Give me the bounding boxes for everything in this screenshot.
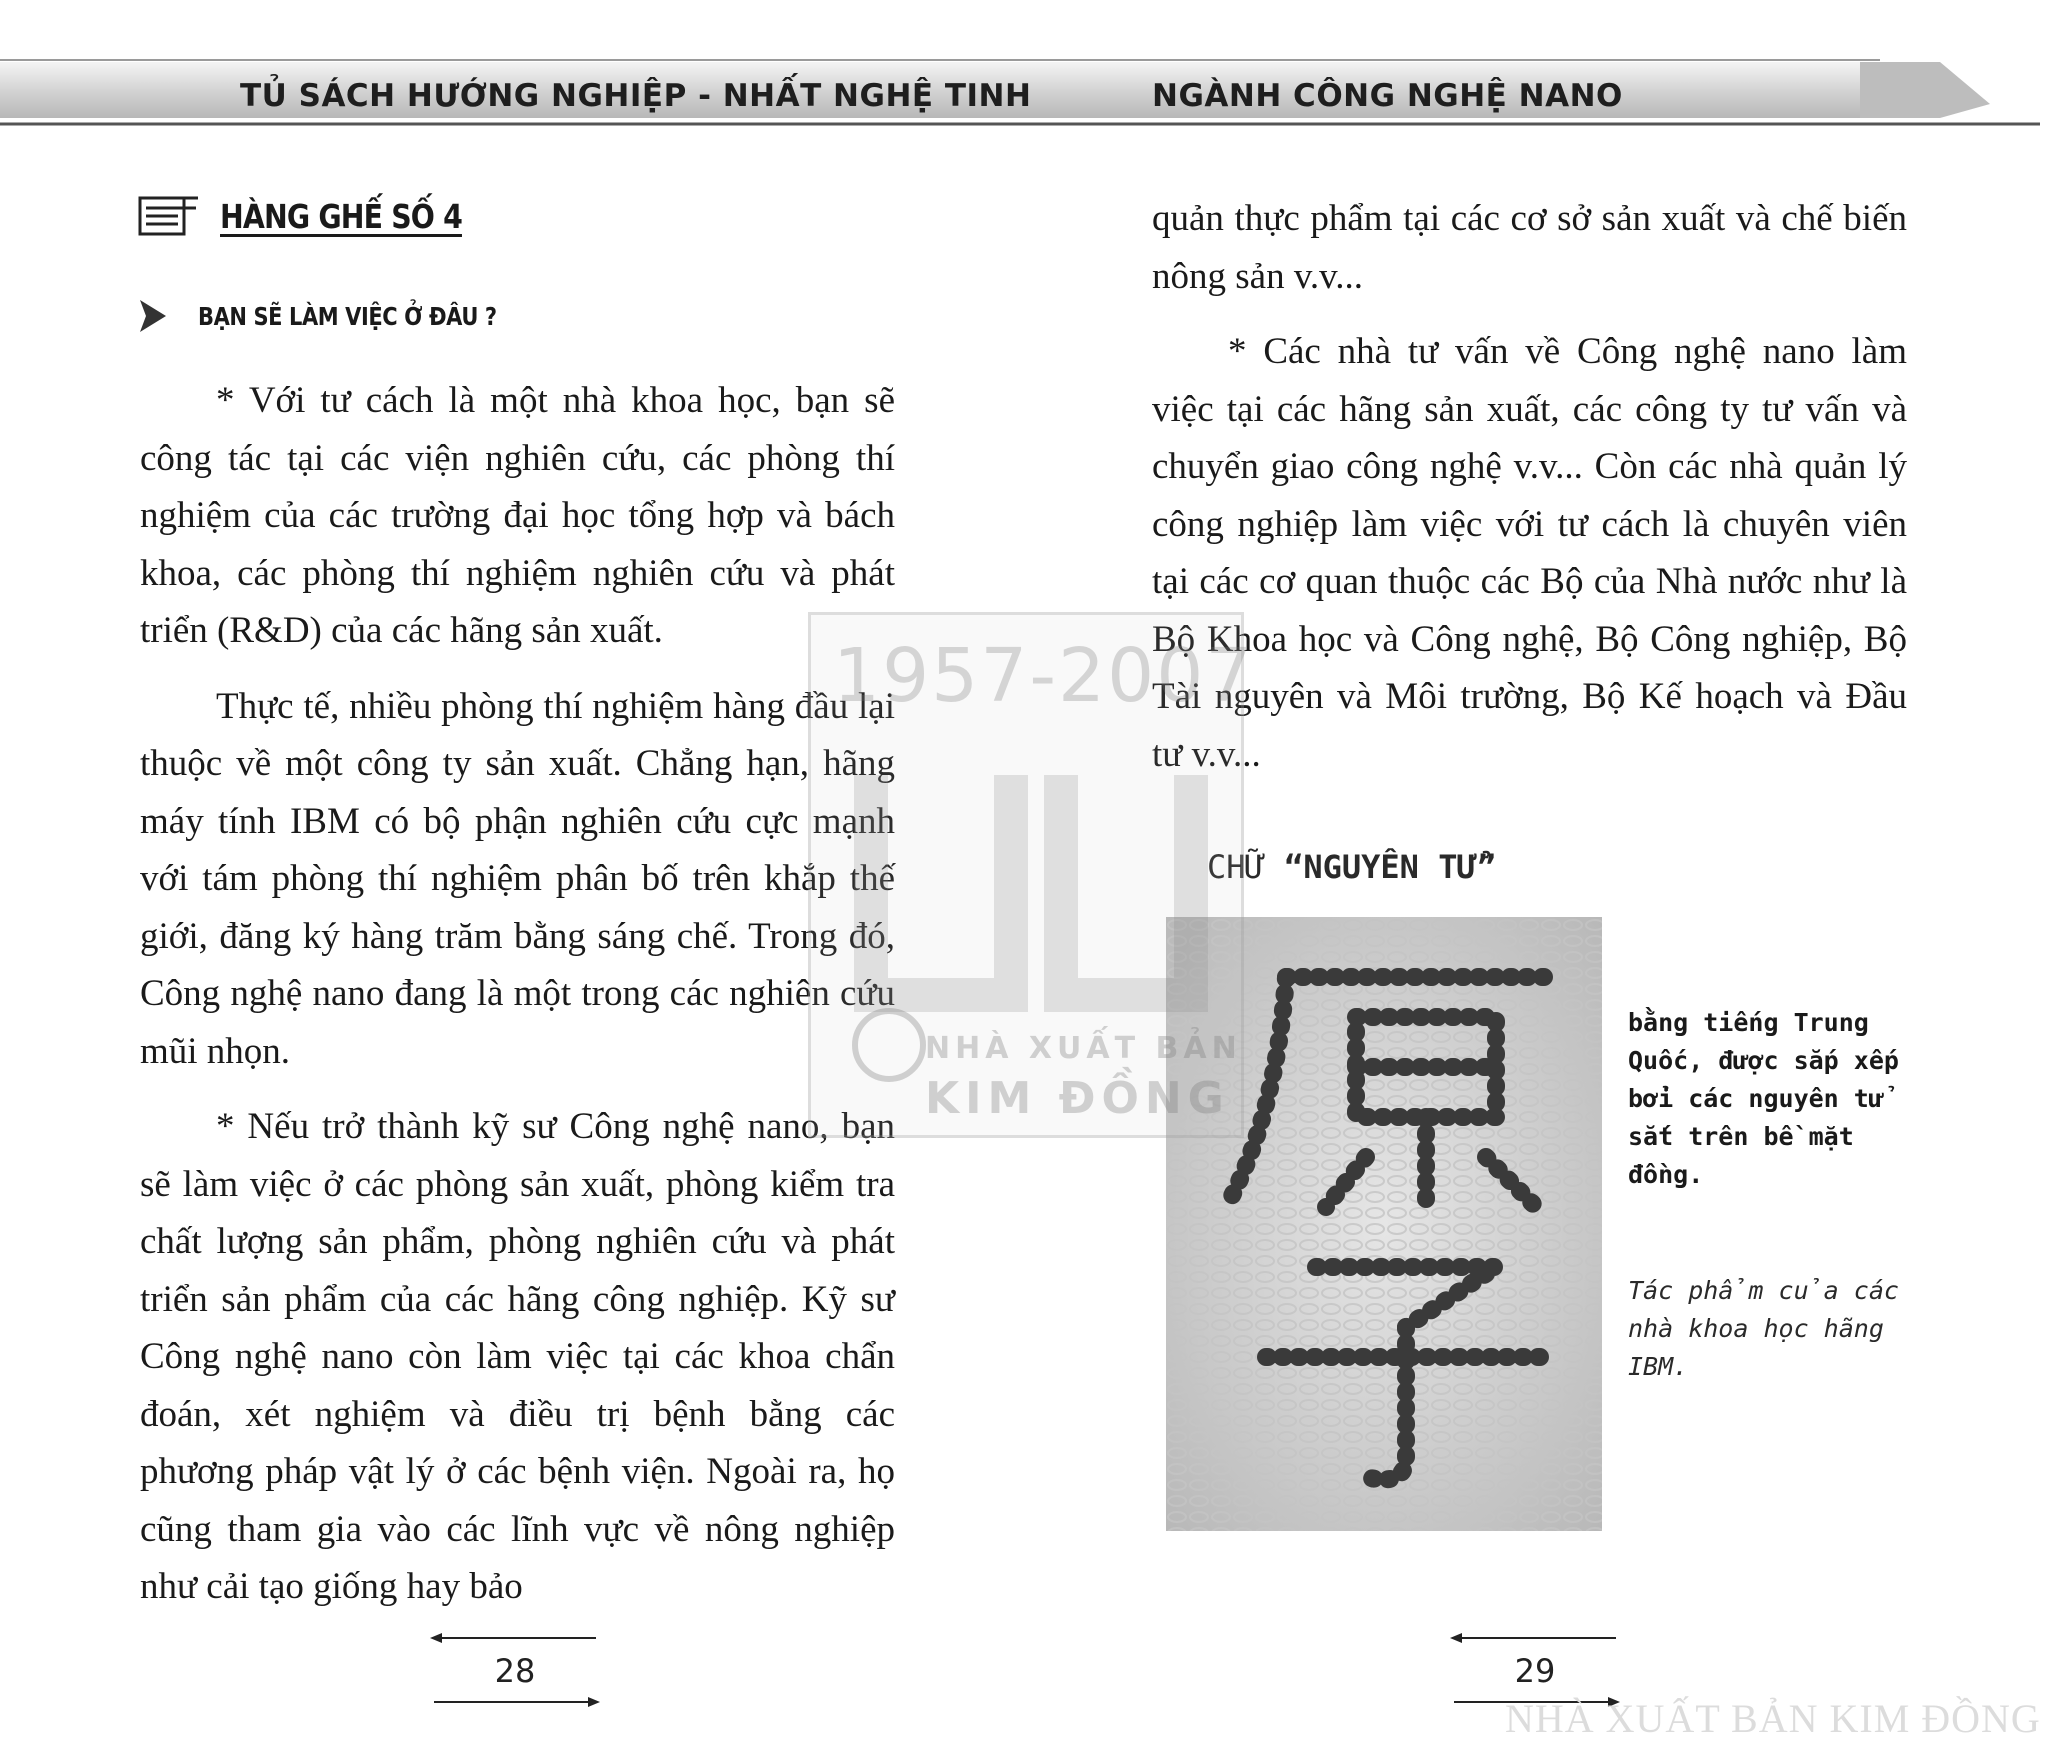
running-head-right: NGÀNH CÔNG NGHỆ NANO bbox=[1152, 78, 1623, 114]
figure-title-prefix: CHỮ bbox=[1207, 848, 1265, 886]
watermark-line-1: NHÀ XUẤT BẢN bbox=[925, 1031, 1242, 1066]
sub-heading bbox=[138, 296, 554, 336]
corner-watermark: NHÀ XUẤT BẢN KIM ĐỒNG bbox=[1505, 1696, 2041, 1741]
figure-title bbox=[1207, 848, 1496, 886]
page-number-28: 28 bbox=[494, 1652, 536, 1690]
section-heading bbox=[138, 192, 501, 240]
watermark-years: 1957-2007 bbox=[833, 633, 1255, 719]
figure-caption: bằng tiếng Trung Quốc, được sắp xếp bởi các nguyên tử sắt trên bề mặt đồng. bbox=[1628, 1008, 1899, 1189]
book-list-icon bbox=[138, 194, 200, 238]
right-paragraph-1: quản thực phẩm tại các cơ sở sản xuất và chế biến nông sản v.v... bbox=[1152, 198, 1907, 297]
left-paragraph-2: Thực tế, nhiều phòng thí nghiệm hàng đầu lại thuộc về một công ty sản xuất. Chẳng hạn, hãng máy tính IBM có bộ phận nghiên cứu cực mạnh với tám phòng thí nghiệm phân bố trên khắp thế giới, đăng ký hàng trăm bằng sáng chế. Trong đó, Công nghệ nano đang là một trong các nghiên cứu mũi nhọn. bbox=[140, 685, 895, 1072]
watermark-line-2: KIM ĐỒNG bbox=[925, 1073, 1230, 1124]
figure-title-bold: “NGUYÊN TỬ” bbox=[1284, 848, 1496, 886]
triangle-bullet-icon bbox=[138, 298, 168, 334]
atom-character-image bbox=[1166, 917, 1602, 1531]
page-number-left bbox=[430, 1630, 600, 1710]
left-paragraph-1: * Với tư cách là một nhà khoa học, bạn sẽ công tác tại các viện nghiên cứu, các phòng thí nghiệm của các trường đại học tổng hợp và bách khoa, các phòng thí nghiệm nghiên cứu và phát triển (R&D) của các hãng sản xuất. bbox=[140, 380, 895, 651]
running-head-left: TỦ SÁCH HƯỚNG NGHIỆP - NHẤT NGHỆ TINH bbox=[240, 78, 1032, 114]
right-paragraph-2: * Các nhà tư vấn về Công nghệ nano làm việc tại các hãng sản xuất, các công ty tư vấn và chuyển giao công nghệ v.v... Còn các nhà quản lý công nghiệp làm việc với tư cách là chuyên viên tại các cơ quan thuộc các Bộ của Nhà nước như là Bộ Khoa học và Công nghệ, Bộ Công nghiệp, Bộ Tài nguyên và Môi trường, Bộ Kế hoạch và Đầu tư v.v... bbox=[1152, 331, 1907, 775]
left-paragraph-3: * Nếu trở thành kỹ sư Công nghệ nano, bạn sẽ làm việc ở các phòng sản xuất, phòng kiểm tra chất lượng sản phẩm, phòng nghiên cứu và phát triển sản phẩm của các hãng công nghiệp. Kỹ sư Công nghệ nano còn làm việc tại các khoa chẩn đoán, xét nghiệm và điều trị bệnh bằng các phương pháp vật lý ở các bệnh viện. Ngoài ra, họ cũng tham gia vào các lĩnh vực về nông nghiệp như cải tạo giống hay bảo bbox=[140, 1106, 895, 1607]
right-page-body bbox=[1152, 190, 1907, 801]
sub-heading-title: BẠN SẼ LÀM VIỆC Ở ĐÂU ? bbox=[198, 301, 497, 331]
section-title: HÀNG GHẾ SỐ 4 bbox=[220, 196, 462, 236]
left-page-body bbox=[140, 372, 895, 1634]
page-number-29: 29 bbox=[1514, 1652, 1556, 1690]
figure-credit: Tác phẩm của các nhà khoa học hãng IBM. bbox=[1628, 1276, 1899, 1381]
